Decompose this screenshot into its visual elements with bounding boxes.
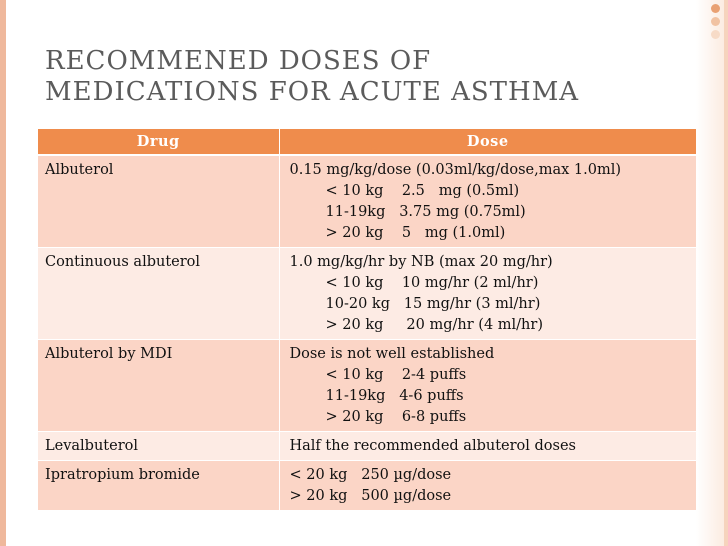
dose-line: 11-19kg 3.75 mg (0.75ml) [325,204,526,220]
drug-cell: Continuous albuterol [38,248,279,340]
dose-line: > 20 kg 500 µg/dose [289,488,452,504]
drug-cell: Albuterol [38,155,279,248]
decor-dot-3 [711,30,720,39]
table-row-ipratropium [38,461,696,511]
decor-dot-1 [711,4,720,13]
dose-line: 1.0 mg/kg/hr by NB (max 20 mg/hr) [289,254,553,270]
drug-cell: Albuterol by MDI [38,340,279,432]
column-header-dose: Dose [279,129,696,155]
dose-line: < 10 kg 2-4 puffs [325,367,467,383]
dose-line: < 20 kg 250 µg/dose [289,467,452,483]
dose-line: < 10 kg 2.5 mg (0.5ml) [325,183,520,199]
dose-line: > 20 kg 6-8 puffs [325,409,467,425]
dose-cell [279,461,696,511]
dose-table [38,129,696,510]
slide-title-line-2: MEDICATIONS FOR ACUTE ASTHMA [45,77,580,107]
slide-title-line-1: RECOMMENED DOSES OF [45,46,432,76]
table-row-albuterol [38,155,696,248]
drug-cell: Ipratropium bromide [38,461,279,511]
dose-cell [279,155,696,248]
slide-title [45,46,685,108]
dose-cell [279,248,696,340]
dose-line: Half the recommended albuterol doses [289,438,576,454]
table-row-continuous-albuterol [38,248,696,340]
column-header-drug: Drug [38,129,279,155]
decor-dot-2 [711,17,720,26]
dose-line: Dose is not well established [289,346,495,362]
table-row-albuterol-mdi [38,340,696,432]
left-accent-bar [0,0,6,546]
dose-line: 10-20 kg 15 mg/hr (3 ml/hr) [325,296,541,312]
dose-cell [279,340,696,432]
dose-line: > 20 kg 5 mg (1.0ml) [325,225,506,241]
table-row-levalbuterol [38,432,696,461]
dose-line: 11-19kg 4-6 puffs [325,388,464,404]
right-edge-bar [724,0,728,546]
table-header-row [38,129,696,155]
dose-line: > 20 kg 20 mg/hr (4 ml/hr) [325,317,543,333]
dose-line: 0.15 mg/kg/dose (0.03ml/kg/dose,max 1.0ml) [289,162,622,178]
dose-line: < 10 kg 10 mg/hr (2 ml/hr) [325,275,539,291]
dose-cell [279,432,696,461]
drug-cell: Levalbuterol [38,432,279,461]
